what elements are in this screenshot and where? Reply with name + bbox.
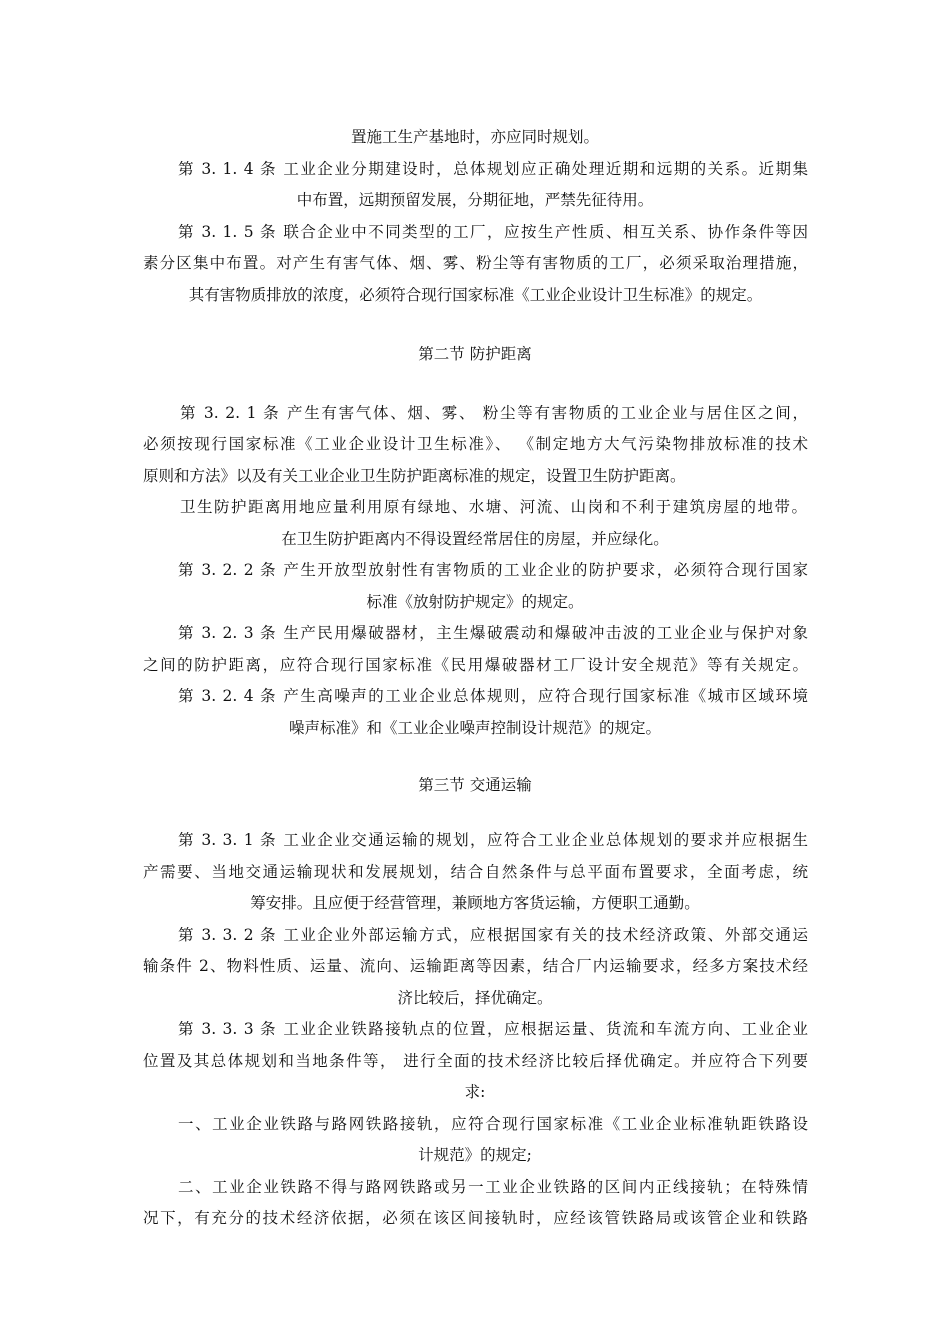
article-3-3-2-line-1: 第 3. 3. 2 条 工业企业外部运输方式，应根据国家有关的技术经济政策、外部交通运	[178, 926, 808, 944]
article-3-2-1-line-1: 第 3. 2. 1 条 产生有害气体、烟、雾、 粉尘等有害物质的工业企业与居住区之间，	[180, 404, 808, 422]
article-3-3-2-line-3: 济比较后，择优确定。	[397, 989, 553, 1007]
article-3-1-5-line-3: 其有害物质排放的浓度，必须符合现行国家标准《工业企业设计卫生标准》的规定。	[188, 286, 763, 304]
article-3-1-4-line-2: 中布置，远期预留发展，分期征地，严禁先征待用。	[296, 191, 654, 209]
list-item-1-line-2: 计规范》的规定;	[418, 1146, 532, 1164]
article-3-2-4-line-2: 噪声标准》和《工业企业噪声控制设计规范》的规定。	[288, 719, 661, 737]
article-3-2-2-line-2: 标准《放射防护规定》的规定。	[366, 593, 584, 611]
article-3-2-1-line-5: 在卫生防护距离内不得设置经常居住的房屋，并应绿化。	[281, 530, 669, 548]
article-3-3-3-line-2: 位置及其总体规划和当地条件等， 进行全面的技术经济比较后择优确定。并应符合下列要	[143, 1052, 808, 1070]
list-item-2-line-1: 二、工业企业铁路不得与路网铁路或另一工业企业铁路的区间内正线接轨；在特殊情	[178, 1178, 808, 1196]
article-3-1-5-line-1: 第 3. 1. 5 条 联合企业中不同类型的工厂，应按生产性质、相互关系、协作条件等因	[178, 223, 808, 241]
article-3-2-1-line-4: 卫生防护距离用地应量利用原有绿地、水塘、河流、山岗和不利于建筑房屋的地带。	[180, 498, 807, 516]
article-3-1-5-line-2: 素分区集中布置。对产生有害气体、烟、雾、粉尘等有害物质的工厂，必须采取治理措施，	[143, 254, 808, 272]
article-3-2-3-line-2: 之间的防护距离，应符合现行国家标准《民用爆破器材工厂设计安全规范》等有关规定。	[143, 656, 808, 674]
article-3-3-1-line-2: 产需要、当地交通运输现状和发展规划，结合自然条件与总平面布置要求，全面考虑，统	[143, 863, 808, 881]
article-3-3-3-line-1: 第 3. 3. 3 条 工业企业铁路接轨点的位置，应根据运量、货流和车流方向、工业企业	[178, 1020, 808, 1038]
section-title: 第二节 防护距离	[418, 345, 532, 363]
article-3-3-2-line-2: 输条件 2、物料性质、运量、流向、运输距离等因素，结合厂内运输要求，经多方案技术经	[143, 957, 808, 975]
article-3-3-1-line-3: 筹安排。且应便于经营管理，兼顾地方客货运输，方便职工通勤。	[250, 894, 700, 912]
article-3-2-4-line-1: 第 3. 2. 4 条 产生高噪声的工业企业总体规则，应符合现行国家标准《城市区域环境	[178, 687, 808, 705]
article-3-2-2-line-1: 第 3. 2. 2 条 产生开放型放射性有害物质的工业企业的防护要求，必须符合现行国家	[178, 561, 808, 579]
article-3-1-4-line-1: 第 3. 1. 4 条 工业企业分期建设时，总体规划应正确处理近期和远期的关系。近期集	[178, 160, 808, 178]
article-3-2-1-line-3: 原则和方法》以及有关工业企业卫生防护距离标准的规定，设置卫生防护距离。	[143, 467, 686, 485]
paragraph-line: 置施工生产基地时，亦应同时规划。	[350, 128, 599, 146]
article-3-3-1-line-1: 第 3. 3. 1 条 工业企业交通运输的规划，应符合工业企业总体规划的要求并应根据生	[178, 831, 808, 849]
list-item-1-line-1: 一、工业企业铁路与路网铁路接轨，应符合现行国家标准《工业企业标准轨距铁路设	[178, 1115, 808, 1133]
list-item-2-line-2: 况下，有充分的技术经济依据，必须在该区间接轨时，应经该管铁路局或该管企业和铁路	[143, 1209, 808, 1227]
article-3-2-1-line-2: 必须按现行国家标准《工业企业设计卫生标准》、 《制定地方大气污染物排放标准的技术	[143, 435, 808, 453]
article-3-3-3-line-3: 求:	[464, 1083, 486, 1101]
article-3-2-3-line-1: 第 3. 2. 3 条 生产民用爆破器材，主生爆破震动和爆破冲击波的工业企业与保护对象	[178, 624, 808, 642]
section-title: 第三节 交通运输	[418, 776, 532, 794]
